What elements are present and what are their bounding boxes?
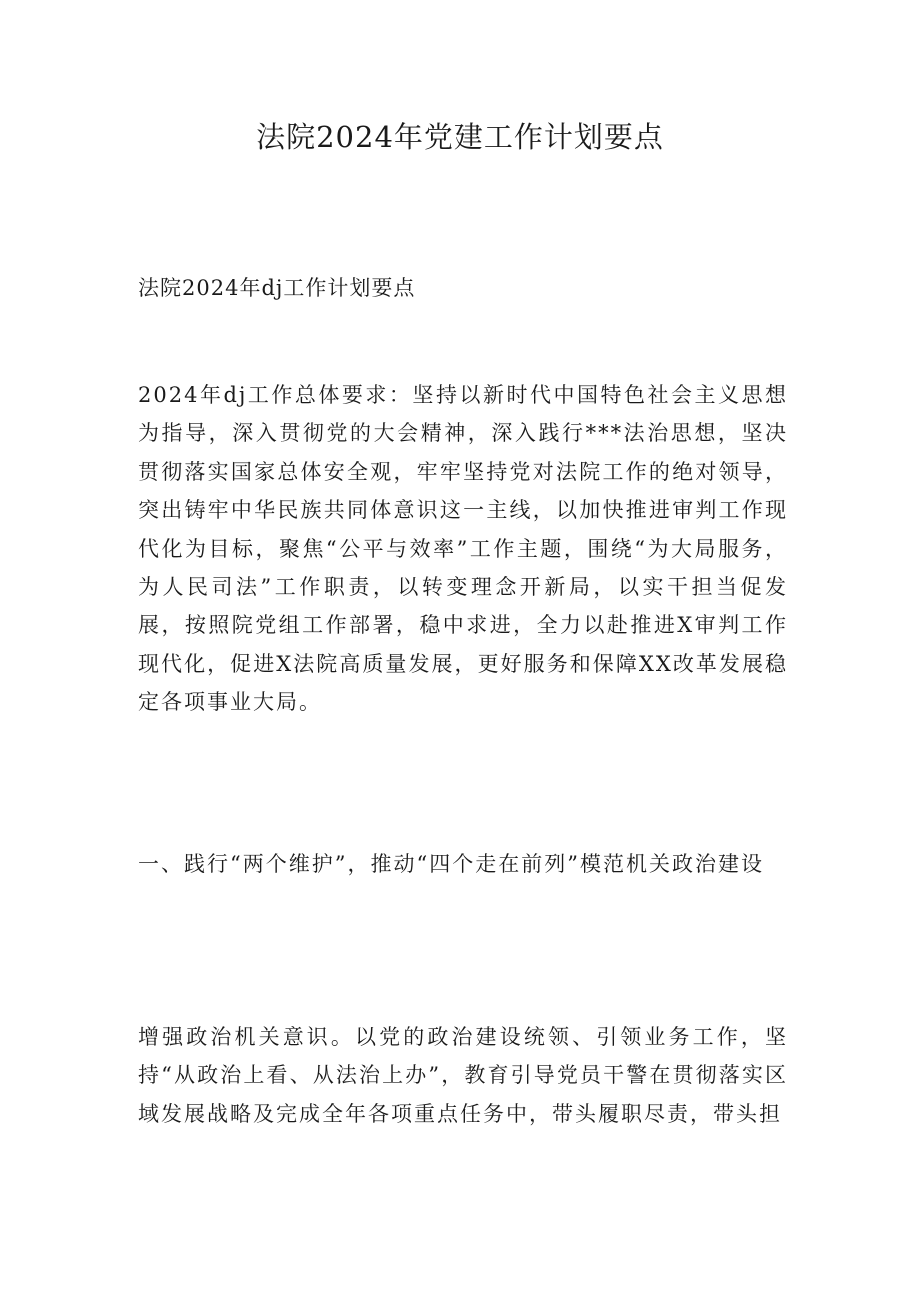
section-1-heading: 一、践行“两个维护”，推动“四个走在前列”模范机关政治建设 xyxy=(138,852,764,876)
general-requirements-paragraph: 2024年dj工作总体要求：坚持以新时代中国特色社会主义思想为指导，深入贯彻党的大会精神，深入践行***法治思想，坚决贯彻落实国家总体安全观，牢牢坚持党对法院工作的绝对领导，突出铸牢中华民族共同体意识这一主线，以加快推进审判工作现代化为目标，聚焦“公平与效率”工作主题，围绕“为大局服务，为人民司法”工作职责，以转变理念开新局，以实干担当促发展，按照院党组工作部署，稳中求进，全力以赴推进X审判工作现代化，促进X法院高质量发展，更好服务和保障XX改革发展稳定各项事业大局。 xyxy=(138,383,788,715)
document-subtitle: 法院2024年dj工作计划要点 xyxy=(138,276,416,300)
political-awareness-paragraph: 增强政治机关意识。以党的政治建设统领、引领业务工作，坚持“从政治上看、从法治上办”，教育引导党员干警在贯彻落实区域发展战略及完成全年各项重点任务中，带头履职尽责，带头担 xyxy=(138,1025,788,1126)
document-title: 法院2024年党建工作计划要点 xyxy=(256,120,664,154)
